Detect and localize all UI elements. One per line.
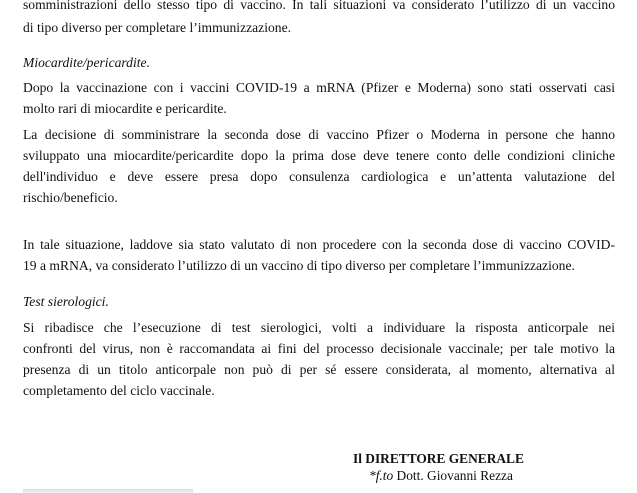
myocarditis-para2-line-3: dell'individuo e deve essere presa dopo consulenza cardiologica e un’attenta valutazione del	[23, 169, 615, 184]
myocarditis-para3-line-1: In tale situazione, laddove sia stato valutato di non procedere con la seconda dose di vaccino COVID-	[23, 237, 615, 252]
signature-prefix: *f.to	[369, 468, 394, 483]
myocarditis-para3-line-2: 19 a mRNA, va considerato l’utilizzo di un vaccino di tipo diverso per completare l’immunizzazione.	[23, 258, 575, 273]
serology-para1-line-4: completamento del ciclo vaccinale.	[23, 383, 215, 398]
heading-miocardite: Miocardite/pericardite.	[23, 55, 150, 70]
intro-line-1: somministrazioni dello stesso tipo di vaccino. In tali situazioni va considerato l’utilizzo di un vaccino	[23, 0, 615, 12]
signature-name-line	[369, 468, 513, 484]
serology-para1-line-2: confronti del virus, non è raccomandata ai fini del processo decisionale vaccinale; per tale motivo la	[23, 341, 615, 356]
myocarditis-para1-line-1: Dopo la vaccinazione con i vaccini COVID-19 a mRNA (Pfizer e Moderna) sono stati osservati casi	[23, 80, 615, 95]
intro-line-2: di tipo diverso per completare l’immunizzazione.	[23, 20, 292, 35]
signature-title: Il DIRETTORE GENERALE	[353, 451, 524, 466]
myocarditis-para1-line-2: molto rari di miocardite e pericardite.	[23, 101, 227, 116]
heading-test-sierologici: Test sierologici.	[23, 294, 109, 309]
serology-para1-line-1: Si ribadisce che l’esecuzione di test sierologici, volti a individuare la risposta anticorpale nei	[23, 320, 615, 335]
myocarditis-para2-line-2: sviluppato una miocardite/pericardite dopo la prima dose deve tenere conto delle condizioni cliniche	[23, 148, 615, 163]
cropped-footer-fragment	[23, 489, 193, 493]
myocarditis-para2-line-1: La decisione di somministrare la seconda dose di vaccino Pfizer o Moderna in persone che hanno	[23, 127, 615, 142]
serology-para1-line-3: presenza di un titolo anticorpale non può di per sé essere considerata, al momento, alternativa al	[23, 362, 615, 377]
signature-name: Dott. Giovanni Rezza	[393, 468, 513, 483]
myocarditis-para2-line-4: rischio/beneficio.	[23, 190, 118, 205]
